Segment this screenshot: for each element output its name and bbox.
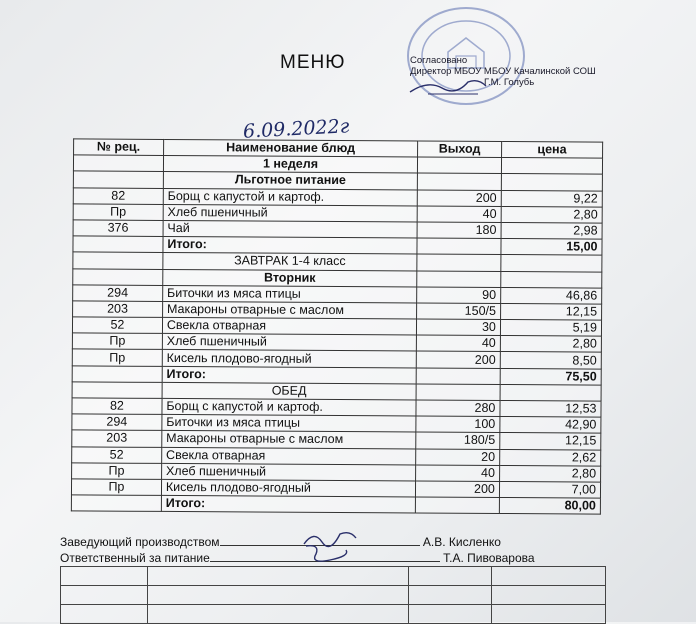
responsible-signature-row xyxy=(60,551,535,565)
approval-line1: Согласовано xyxy=(410,55,468,66)
table-cell: Итого: xyxy=(162,366,416,384)
table-cell: Пр xyxy=(72,349,162,366)
table-cell: 2,80 xyxy=(501,206,602,223)
table-cell: 82 xyxy=(73,187,163,204)
table-cell: 376 xyxy=(73,220,163,237)
table-cell: Борщ с капустой и картоф. xyxy=(163,188,417,206)
table-cell: 180/5 xyxy=(416,432,500,449)
table-cell: 12,15 xyxy=(500,433,601,450)
table-cell: 2,80 xyxy=(500,336,601,353)
approval-line3: Г.М. Голубь xyxy=(484,77,535,88)
table-cell: 200 xyxy=(416,481,500,498)
header-dish-name: Наименование блюд xyxy=(163,139,417,157)
table-cell: 280 xyxy=(416,400,500,417)
menu-date: 6.09.2022г xyxy=(242,115,350,143)
table-cell: 40 xyxy=(417,206,501,223)
table-cell: 200 xyxy=(416,351,500,368)
table-cell: 90 xyxy=(417,287,501,304)
table-cell: 294 xyxy=(73,285,163,302)
table-cell: Биточки из мяса птицы xyxy=(162,415,416,433)
table-cell: Хлеб пшеничный xyxy=(163,204,417,222)
week-label: 1 неделя xyxy=(163,156,417,174)
blank-table xyxy=(60,566,606,624)
responsible-label: Ответственный за питание xyxy=(60,551,210,565)
table-cell: 75,50 xyxy=(500,368,601,385)
table-cell: 5,19 xyxy=(500,320,601,337)
header-price: цена xyxy=(501,142,602,159)
table-cell: 180 xyxy=(417,222,501,239)
page-title: МЕНЮ xyxy=(280,52,346,73)
table-cell: Макароны отварные с маслом xyxy=(162,301,416,319)
table-cell: 100 xyxy=(416,416,500,433)
table-cell: Макароны отварные с маслом xyxy=(162,431,416,449)
table-cell: 203 xyxy=(73,301,163,318)
approval-line2: Директор МБОУ МБОУ Качалинской СОШ xyxy=(410,66,596,77)
header-portion: Выход xyxy=(418,141,502,158)
manager-name: А.В. Кисленко xyxy=(422,535,501,549)
table-cell: Свекла отварная xyxy=(162,447,416,465)
header-recipe-no: № рец. xyxy=(74,139,164,156)
table-cell: 30 xyxy=(417,319,501,336)
section-title: Льготное питание xyxy=(163,172,417,190)
table-cell: 15,00 xyxy=(501,239,602,256)
table-cell: Борщ с капустой и картоф. xyxy=(162,398,416,416)
day-label: Вторник xyxy=(163,269,417,287)
total-row xyxy=(71,495,600,514)
table-cell: 46,86 xyxy=(501,287,602,304)
table-cell: 7,00 xyxy=(499,481,600,498)
manager-label: Заведующий производством xyxy=(60,535,220,549)
table-cell: 40 xyxy=(416,465,500,482)
table-cell: Чай xyxy=(163,220,417,238)
table-cell: Пр xyxy=(71,479,161,496)
table-cell: Хлеб пшеничный xyxy=(161,463,415,481)
table-cell: 203 xyxy=(72,430,162,447)
table-cell: Кисель плодово-ягодный xyxy=(162,350,416,368)
table-cell: 40 xyxy=(416,335,500,352)
table-cell: Пр xyxy=(72,333,162,350)
responsible-signature-icon xyxy=(300,542,350,566)
table-cell: Свекла отварная xyxy=(162,317,416,335)
table-cell: Пр xyxy=(72,463,162,480)
table-cell: 80,00 xyxy=(499,498,600,515)
table-cell: 82 xyxy=(72,398,162,415)
table-cell: 9,22 xyxy=(501,190,602,207)
menu-table xyxy=(71,138,603,515)
table-cell: Хлеб пшеничный xyxy=(162,334,416,352)
table-cell: Итого: xyxy=(163,237,417,255)
table-cell: 12,53 xyxy=(500,400,601,417)
director-signature-icon xyxy=(408,74,488,96)
table-cell: 20 xyxy=(416,449,500,466)
table-cell: Итого: xyxy=(161,496,415,514)
table-cell: 2,62 xyxy=(500,449,601,466)
section-title: ОБЕД xyxy=(162,382,416,400)
table-cell: 2,80 xyxy=(499,465,600,482)
table-cell: 52 xyxy=(72,446,162,463)
responsible-name: Т.А. Пивоварова xyxy=(443,551,535,565)
table-cell: Кисель плодово-ягодный xyxy=(161,479,415,497)
table-cell: Биточки из мяса птицы xyxy=(163,285,417,303)
table-cell: 12,15 xyxy=(500,303,601,320)
table-cell: 2,98 xyxy=(501,222,602,239)
section-title: ЗАВТРАК 1-4 класс xyxy=(163,253,417,271)
table-cell: 200 xyxy=(417,190,501,207)
table-cell: 8,50 xyxy=(500,352,601,369)
table-cell: 150/5 xyxy=(417,303,501,320)
manager-signature-row xyxy=(60,535,501,549)
table-cell: 294 xyxy=(72,414,162,431)
table-cell: Пр xyxy=(73,204,163,221)
table-cell: 42,90 xyxy=(500,417,601,434)
table-cell: 52 xyxy=(72,317,162,334)
